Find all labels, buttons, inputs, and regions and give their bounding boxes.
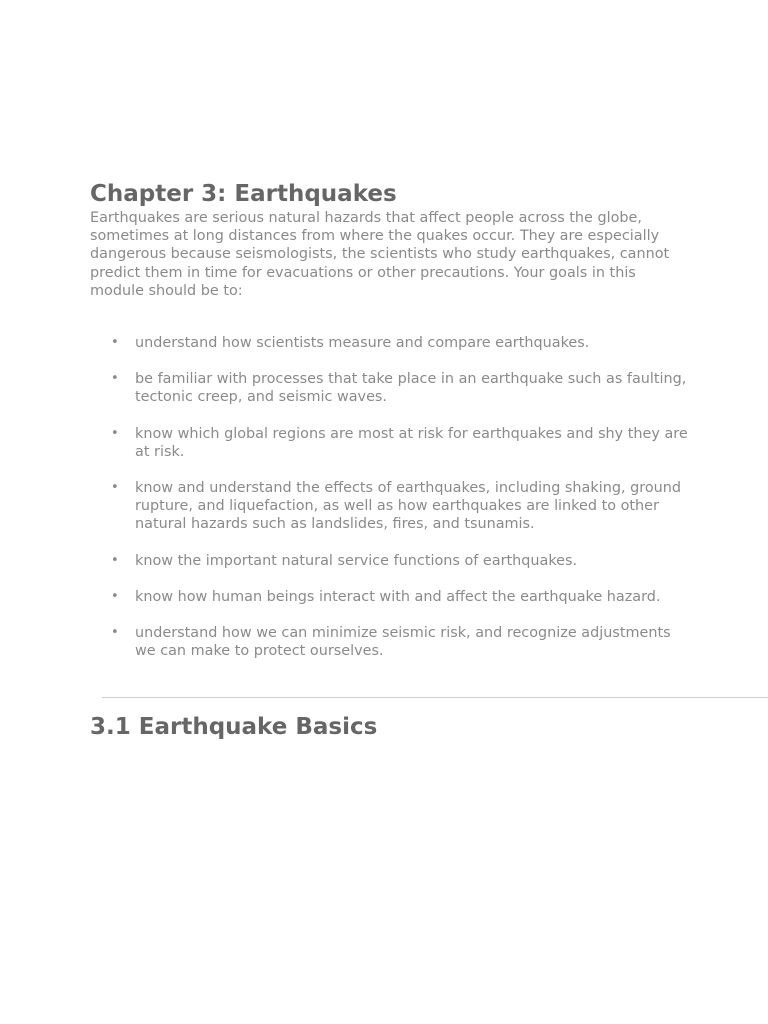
list-item xyxy=(108,334,688,352)
bullet-icon: • xyxy=(111,552,119,568)
goal-text: know which global regions are most at risk for earthquakes and shy they are at risk. xyxy=(135,425,688,460)
bullet-icon: • xyxy=(111,335,119,350)
goal-text: know and understand the effects of earthquakes, including shaking, ground rupture, and liquefaction, as well as how earthquakes are linked to other natural hazards such as landslides, fires, and tsunamis. xyxy=(135,480,682,533)
bullet-icon: • xyxy=(111,625,119,641)
list-item xyxy=(108,425,688,461)
section-title: 3.1 Earthquake Basics xyxy=(90,714,378,740)
chapter-title: Chapter 3: Earthquakes xyxy=(90,181,397,207)
goal-text: know the important natural service functions of earthquakes. xyxy=(135,552,578,569)
section-divider xyxy=(102,697,768,698)
list-item xyxy=(108,624,688,660)
chapter-intro: Earthquakes are serious natural hazards that affect people across the globe, sometimes at long distances from where the quakes occur. They are especially dangerous because seismologists, the scientists who study earthquakes, cannot predict them in time for evacuations or other precautions. Your goals in this module should be to: xyxy=(90,210,670,299)
bullet-icon: • xyxy=(111,371,119,387)
bullet-icon: • xyxy=(111,588,119,604)
list-item xyxy=(108,552,688,570)
list-item xyxy=(108,479,688,534)
goal-text: be familiar with processes that take place in an earthquake such as faulting, tectonic creep, and seismic waves. xyxy=(135,371,687,406)
goal-text: know how human beings interact with and affect the earthquake hazard. xyxy=(135,588,661,605)
goals-list xyxy=(108,334,688,678)
goal-text: understand how we can minimize seismic risk, and recognize adjustments we can make to protect ourselves. xyxy=(135,625,671,660)
goal-text: understand how scientists measure and compare earthquakes. xyxy=(135,335,590,351)
bullet-icon: • xyxy=(111,425,119,441)
list-item xyxy=(108,588,688,606)
list-item xyxy=(108,370,688,406)
bullet-icon: • xyxy=(111,480,119,496)
